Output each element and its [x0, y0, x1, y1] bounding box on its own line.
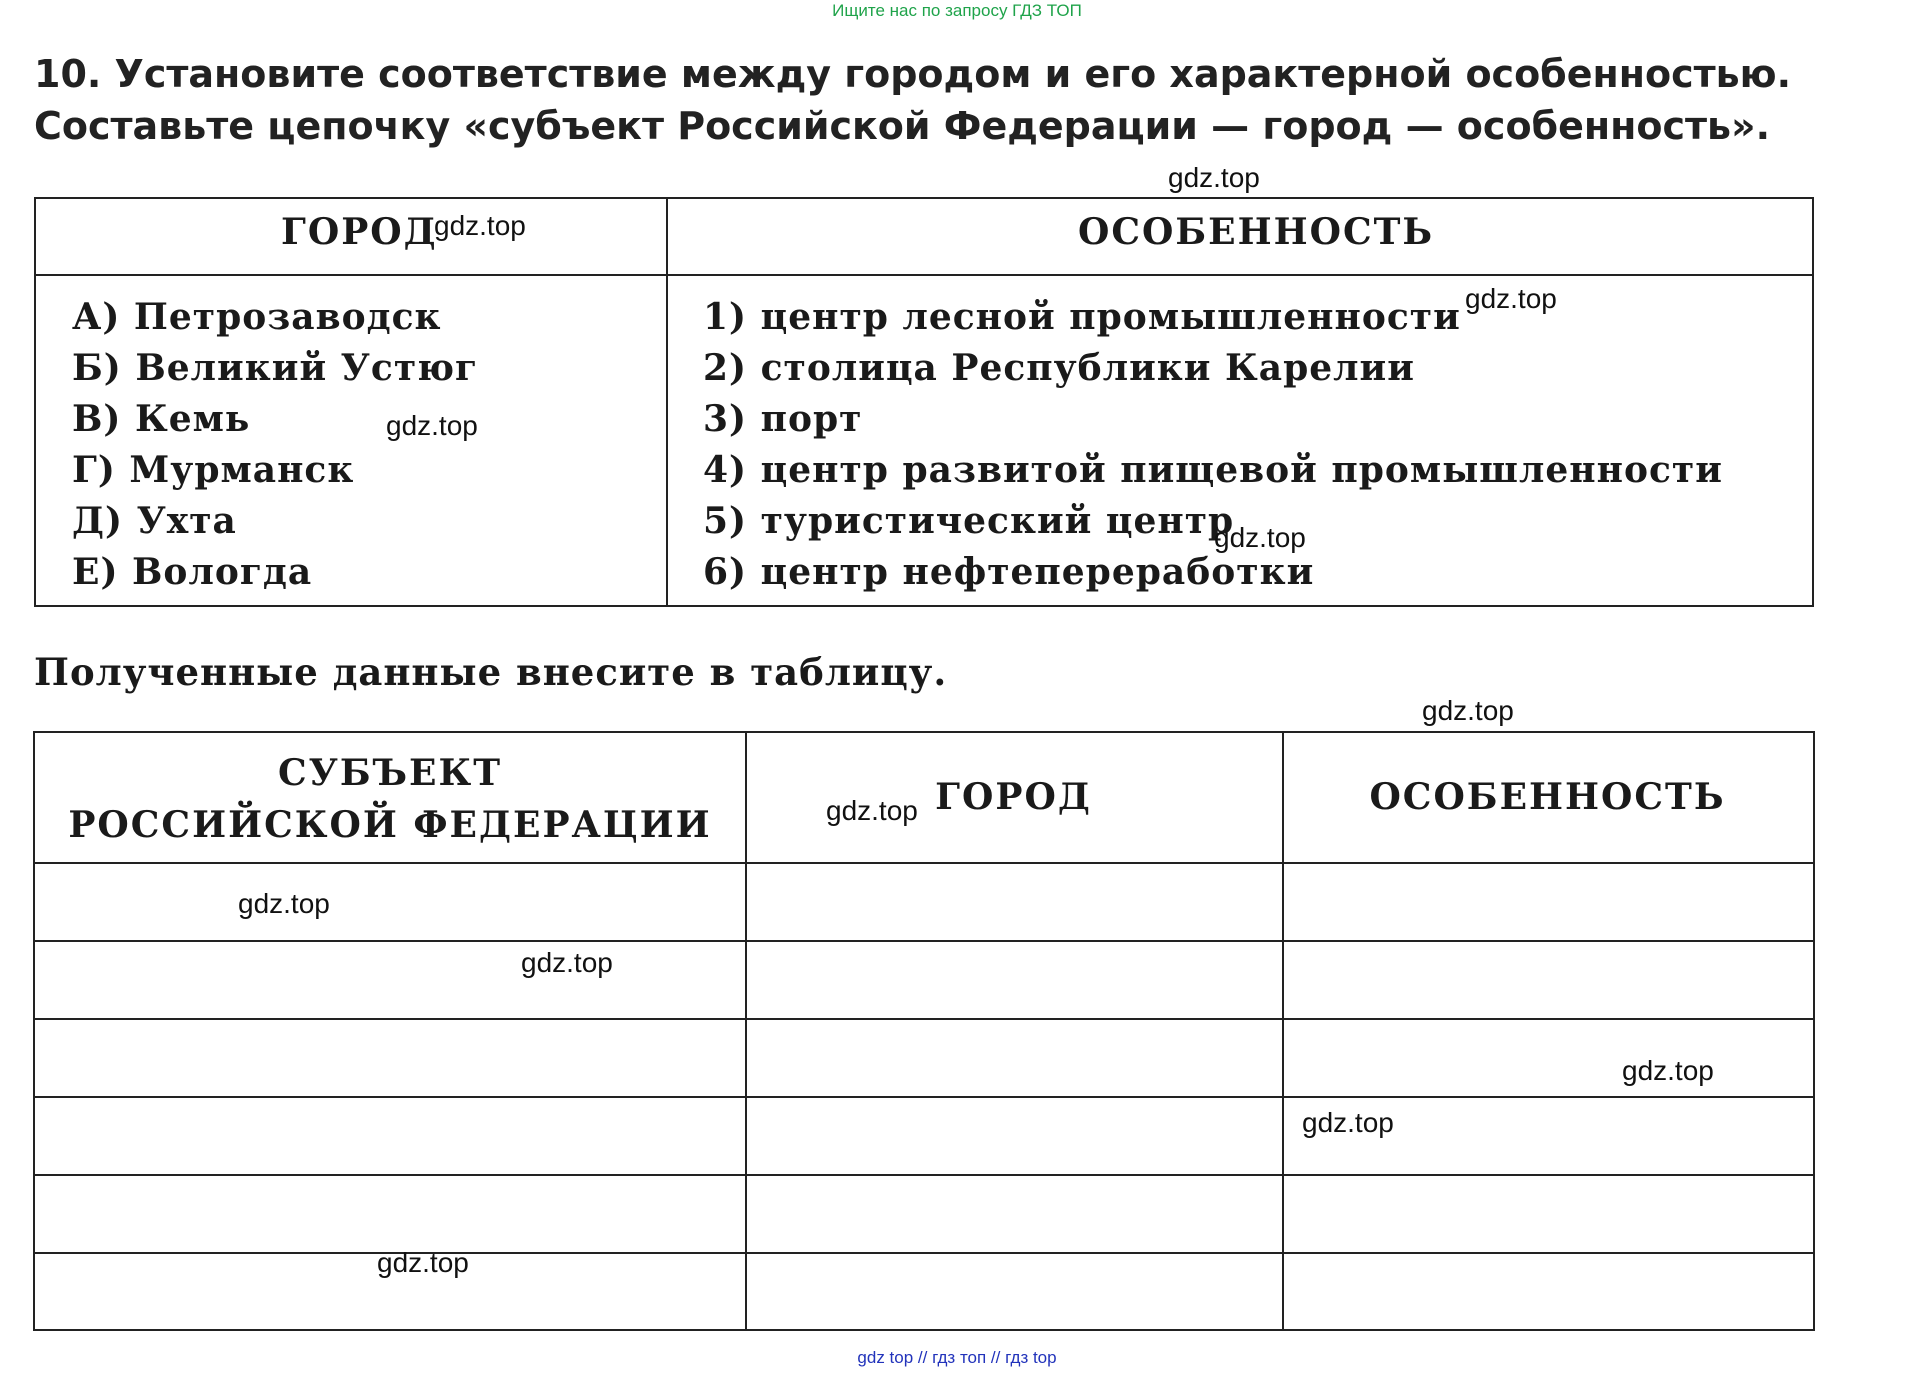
column-header-city: ГОРОД	[281, 211, 438, 253]
task-title	[34, 48, 1816, 152]
watermark: gdz.top	[521, 947, 613, 978]
matching-table-divider	[666, 199, 668, 605]
city-item: Д) Ухта	[72, 500, 237, 542]
answer-table-row-line	[35, 1096, 1813, 1098]
matching-table	[34, 197, 1814, 607]
column-header-city: ГОРОД	[935, 776, 1092, 818]
watermark: gdz.top	[1302, 1107, 1394, 1138]
feature-item: 1) центр лесной промышленности	[703, 296, 1461, 338]
instruction-text: Полученные данные внесите в таблицу.	[34, 650, 948, 694]
column-header-subject-line-2: РОССИЙСКОЙ ФЕДЕРАЦИИ	[68, 804, 712, 846]
top-banner[interactable]: Ищите нас по запросу ГДЗ ТОП	[832, 1, 1082, 20]
watermark: gdz.top	[1168, 162, 1260, 193]
city-item: Б) Великий Устюг	[72, 347, 479, 389]
watermark: gdz.top	[1422, 695, 1514, 726]
city-item: Г) Мурманск	[72, 449, 355, 491]
watermark: gdz.top	[1465, 283, 1557, 314]
watermark: gdz.top	[1622, 1055, 1714, 1086]
feature-item: 4) центр развитой пищевой промышленности	[703, 449, 1723, 491]
feature-item: 2) столица Республики Карелии	[703, 347, 1415, 389]
watermark: gdz.top	[238, 888, 330, 919]
city-item: В) Кемь	[72, 398, 251, 440]
feature-item: 3) порт	[703, 398, 863, 440]
column-header-feature: ОСОБЕННОСТЬ	[1369, 776, 1726, 818]
matching-table-header-line	[36, 274, 1812, 276]
watermark: gdz.top	[826, 795, 918, 826]
answer-table-row-line	[35, 1252, 1813, 1254]
feature-item: 5) туристический центр	[703, 500, 1235, 542]
watermark: gdz.top	[377, 1247, 469, 1278]
column-header-feature: ОСОБЕННОСТЬ	[1078, 211, 1435, 253]
feature-item: 6) центр нефтепереработки	[703, 551, 1315, 593]
city-item: А) Петрозаводск	[72, 296, 442, 338]
task-title-line-1: 10. Установите соответствие между городом и его характерной особенностью.	[34, 52, 1792, 96]
watermark: gdz.top	[386, 410, 478, 441]
answer-table-header-line	[35, 862, 1813, 864]
watermark: gdz.top	[434, 210, 526, 241]
task-title-line-2: Составьте цепочку «субъект Российской Федерации — город — особенность».	[34, 104, 1771, 148]
city-list	[72, 292, 478, 598]
answer-table-row-line	[35, 1018, 1813, 1020]
answer-table-row-line	[35, 1174, 1813, 1176]
bottom-banner[interactable]: gdz top // гдз топ // гдз top	[857, 1348, 1057, 1367]
column-header-subject	[35, 747, 745, 851]
column-header-subject-line-1: СУБЪЕКТ	[277, 752, 503, 794]
feature-list	[703, 292, 1723, 598]
answer-table	[33, 731, 1815, 1331]
city-item: Е) Вологда	[72, 551, 313, 593]
answer-table-row-line	[35, 940, 1813, 942]
watermark: gdz.top	[1214, 522, 1306, 553]
